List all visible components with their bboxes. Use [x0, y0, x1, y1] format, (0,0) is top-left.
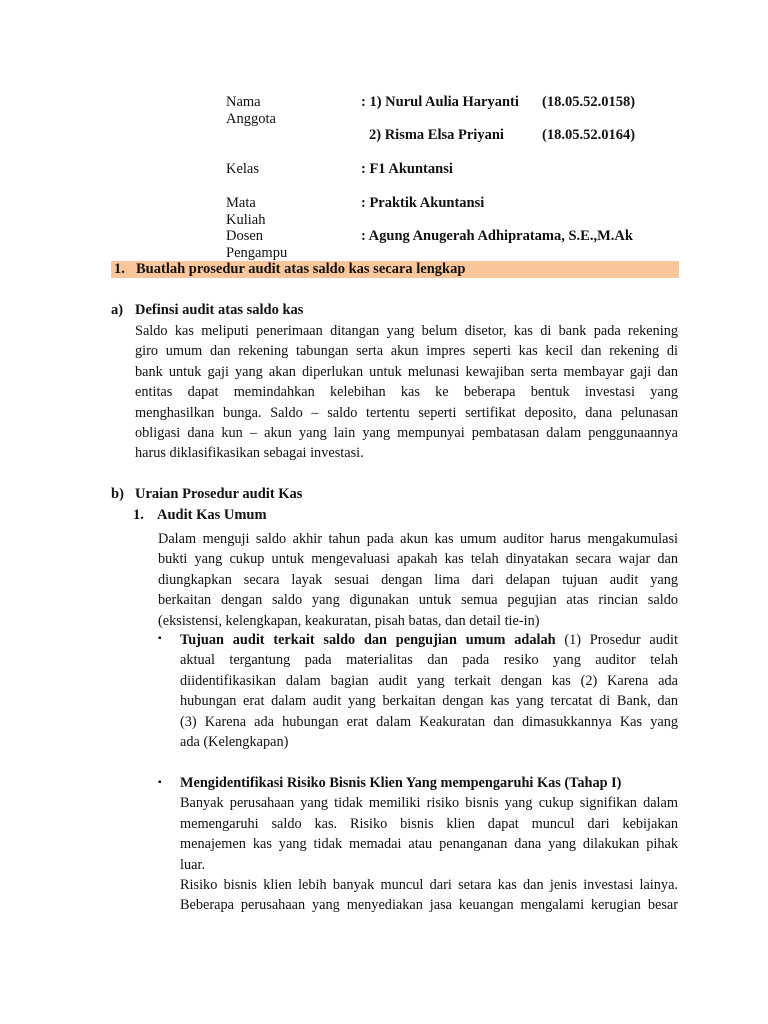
student-id: (18.05.52.0164)	[542, 127, 636, 143]
bullet-1-rest: (1) Prosedur audit	[555, 632, 678, 648]
paragraph-line: Dalam menguji saldo akhir tahun pada akun kas umum auditor harus mengakumulasi	[158, 531, 678, 547]
header-value: : Praktik Akuntansi	[361, 195, 485, 211]
header-label: Dosen Pengampu	[226, 228, 288, 261]
bullet-1-paragraph	[180, 630, 678, 752]
paragraph-line: berkaitan dengan saldo yang digunakan untuk semua pegujian atas rincian saldo	[158, 592, 678, 609]
section-a-heading	[111, 302, 303, 319]
bullet-2-paragraph	[180, 773, 678, 916]
paragraph-line: aktual tergantung pada materialitas dan pada resiko yang auditor telah	[180, 652, 678, 669]
section-a-paragraph	[135, 321, 678, 464]
question-heading	[114, 261, 465, 278]
paragraph-line: diidentifikasikan dalam bagian audit yang terkait dengan kas (2) Karena ada	[180, 672, 678, 689]
paragraph-line: Banyak perusahaan yang tidak memiliki risiko bisnis yang cukup signifikan dalam	[180, 795, 678, 812]
header-label: Mata Kuliah	[226, 195, 266, 228]
paragraph-line: (3) Karena ada hubungan erat dalam Keakuratan dan dimasukkannya Kas yang	[180, 713, 678, 730]
subsection-title: Audit Kas Umum	[157, 507, 267, 523]
section-marker: a)	[111, 302, 124, 318]
paragraph-line: menajemen kas yang tidak memadai atau penanganan dana yang dilakukan pihak	[180, 836, 678, 853]
paragraph-line: diungkapkan secara layak sesuai dengan lima dari delapan tujuan audit yang	[158, 571, 678, 588]
paragraph-line: menghasilkan bunga. Saldo – saldo tertentu seperti sertifikat deposito, dana pelunasan	[135, 404, 678, 421]
paragraph-line: bank untuk gaji yang akan diperlukan untuk melunasi kewajiban serta membayar gaji dan	[135, 363, 678, 380]
paragraph-line: luar.	[180, 856, 206, 873]
header-value: : F1 Akuntansi	[361, 161, 453, 177]
header-value: : Agung Anugerah Adhipratama, S.E.,M.Ak	[361, 228, 633, 244]
bullet-1-bold: Tujuan audit terkait saldo dan pengujian umum adalah	[180, 632, 556, 648]
header-label: Nama Anggota	[226, 94, 276, 127]
paragraph-line: giro umum dan rekening tabungan serta akun impres seperti kas kecil dan rekening di	[135, 343, 678, 360]
square-bullet-icon: ▪	[158, 777, 162, 788]
section-marker: b)	[111, 486, 124, 502]
paragraph-line	[180, 630, 678, 650]
question-text: Buatlah prosedur audit atas saldo kas secara lengkap	[136, 261, 466, 277]
section-b-heading	[111, 486, 302, 503]
paragraph-line: entitas dapat memindahkan kelebihan kas ke beberapa bentuk investasi yang	[135, 384, 678, 401]
square-bullet-icon: ▪	[158, 633, 162, 644]
paragraph-line: (eksistensi, kelengkapan, keakuratan, pisah batas, dan detail tie-in)	[158, 612, 540, 629]
section-title: Definsi audit atas saldo kas	[135, 302, 304, 318]
bullet-2-title: Mengidentifikasi Risiko Bisnis Klien Yang mempengaruhi Kas (Tahap I)	[180, 775, 622, 791]
subsection-number: 1.	[133, 507, 144, 523]
header-label: Kelas	[226, 161, 260, 177]
paragraph-line: harus diklasifikasikan sebagai investasi.	[135, 445, 364, 462]
paragraph-line: ada (Kelengkapan)	[180, 733, 289, 750]
paragraph-line: Beberapa perusahaan yang menyediakan jasa keuangan mengalami kerugian besar	[180, 897, 678, 914]
paragraph-line: memengaruhi saldo kas. Risiko bisnis klien dapat muncul dari kebijakan	[180, 815, 678, 832]
paragraph-line: obligasi dana kun – akun yang lain yang mempunyai pembatasan dalam penggunaannya	[135, 424, 678, 441]
subsection-paragraph	[158, 529, 678, 631]
subsection-heading	[133, 507, 267, 524]
question-number: 1.	[114, 261, 125, 277]
paragraph-line: hubungan erat dalam audit yang berkaitan dengan kas yang tercatat di Bank, dan	[180, 693, 678, 710]
paragraph-line: Risiko bisnis klien lebih banyak muncul dari setara kas dan jenis investasi lainya.	[180, 876, 678, 893]
header-value: 2) Risma Elsa Priyani	[369, 127, 504, 143]
paragraph-line: bukti yang cukup untuk mengevaluasi apakah kas telah dinyatakan secara wajar dan	[158, 551, 678, 568]
section-title: Uraian Prosedur audit Kas	[135, 486, 303, 502]
student-id: (18.05.52.0158)	[542, 94, 636, 110]
paragraph-line: Saldo kas meliputi penerimaan ditangan yang belum disetor, kas di bank pada rekening	[135, 323, 678, 339]
header-value: : 1) Nurul Aulia Haryanti	[361, 94, 519, 110]
